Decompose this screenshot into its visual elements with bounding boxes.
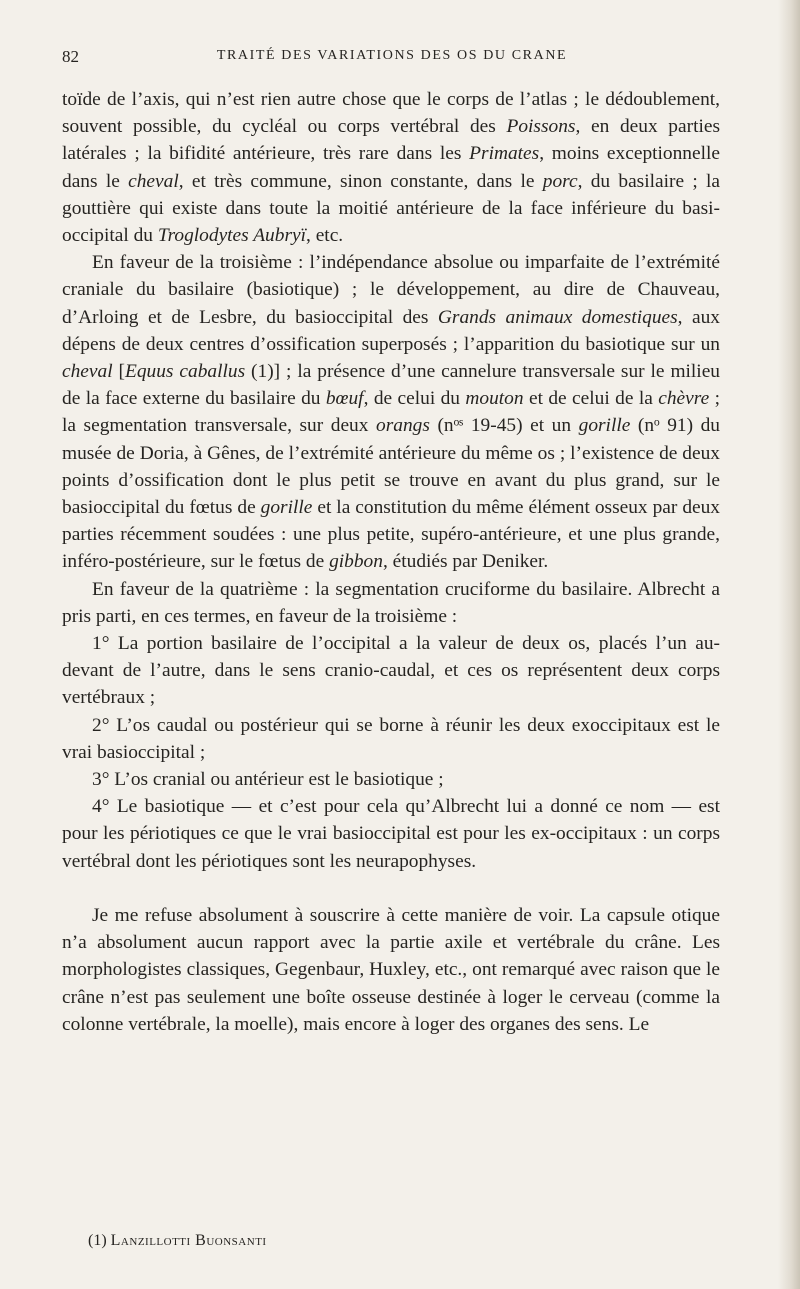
footnote (88, 1232, 267, 1250)
paragraph-continuation (62, 86, 720, 249)
text-run: 2° L’os caudal ou postérieur qui se borne à réunir les deux exoccipitaux est le vrai basioccipital ; (62, 714, 720, 763)
text-run: En faveur de la quatrième : la segmentation cruciforme du basilaire. Albrecht a pris parti, en ces termes, en faveur de la troisième : (62, 578, 720, 627)
list-item-4 (62, 793, 720, 875)
footnote-marker: (1) (88, 1232, 107, 1249)
text-run: 4° Le basiotique — et c’est pour cela qu’Albrecht lui a donné ce nom — est pour les périotiques ce que le vrai basioccipital est pour les ex-occipitaux : un corps vertébral dont les périotiques sont les neurapophyses. (62, 796, 720, 872)
list-item-3 (62, 766, 720, 793)
italic-term: Poissons (506, 116, 576, 138)
italic-term: orangs (376, 415, 430, 437)
text-run: Je me refuse absolument à souscrire à cette manière de voir. La capsule otique n’a absolument aucun rapport avec la partie axile et vertébrale du crâne. Les morphologistes classiques, Gegenbaur, Huxley, etc., ont remarqué avec raison que le crâne n’est pas seulement une boîte osseuse destinée à loger le cerveau (comme la colonne vertébrale, la moelle), mais encore à loger des organes des sens. Le (62, 904, 720, 1035)
text-run: En faveur de la troisième : l’indépendance absolue ou imparfaite de l’extrémité craniale du basilaire (basiotique) ; le développement, au dire de Chauveau, d’Arloing et de Lesbre, du basioccipital des (62, 252, 720, 328)
list-item-2 (62, 712, 720, 766)
text-run: 3° L’os cranial ou antérieur est le basiotique ; (92, 769, 444, 791)
body-text (62, 86, 720, 1038)
text-run: 1° La portion basilaire de l’occipital a la valeur de deux os, placés l’un au-devant de l’autre, dans le sens cranio-caudal, et ces os représentent deux corps vertébraux ; (62, 633, 720, 709)
text-run: [ (112, 361, 125, 383)
text-run: , etc. (306, 225, 344, 247)
italic-term: bœuf (325, 388, 364, 410)
italic-term: Primates (469, 143, 540, 165)
italic-term: porc (542, 170, 578, 192)
text-run: (nᵒˢ 19-45) et un (429, 415, 579, 437)
italic-term: mouton (465, 388, 524, 410)
text-run: , en deux parties latérales ; la bifidité antérieure, très rare dans les (62, 116, 720, 165)
paragraph-author-opinion (62, 902, 720, 1038)
italic-term: gibbon (329, 551, 383, 573)
page-header (62, 47, 722, 73)
page-edge-shadow (778, 0, 800, 1289)
text-run: et la constitution du même élément osseux par deux parties récemment soudées : une plus petite, supéro-antérieure, et une plus grande, inféro-postérieure, sur le fœtus de (62, 497, 721, 573)
paragraph-fourth-hypothesis (62, 576, 720, 630)
text-run: ; la segmentation transversale, sur deux (62, 388, 720, 437)
text-run: (1)] ; la présence d’une cannelure transversale sur le milieu de la face externe du basilaire du (62, 361, 720, 410)
italic-term: Troglodytes Aubryï (157, 225, 306, 247)
italic-term: gorille (578, 415, 631, 437)
text-run: (nᵒ 91) du musée de Doria, à Gênes, de l’extrémité antérieure du même os ; l’existence de deux points d’ossification dont le plus petit se trouve en avant du plus grand, sur le basioccipital du fœtus de (62, 415, 720, 519)
text-run: , et très commune, sinon constante, dans le (178, 170, 543, 192)
text-run: toïde de l’axis, qui n’est rien autre chose que le corps de l’atlas ; le dédoublement, souvent possible, du cycléal ou corps vertébral des (62, 89, 720, 138)
text-run: , étudiés par Deniker. (382, 551, 549, 573)
text-run: , aux dépens de deux centres d’ossification superposés ; l’apparition du basiotique sur un (62, 306, 720, 355)
italic-term: gorille (260, 497, 313, 519)
italic-term: Grands animaux domestiques (437, 306, 678, 328)
text-run: , du basilaire ; la gouttière qui existe dans toute la moitié antérieure de la face inférieure du basi-occipital du (62, 170, 721, 247)
italic-term: cheval (62, 361, 113, 383)
list-item-1 (62, 630, 720, 712)
italic-term: Equus caballus (125, 361, 246, 383)
italic-term: chèvre (658, 388, 710, 410)
running-title: TRAITÉ DES VARIATIONS DES OS DU CRANE (216, 48, 568, 63)
text-run: , de celui du (363, 388, 466, 410)
footnote-author: Lanzillotti Buonsanti (110, 1232, 267, 1249)
text-run: et de celui de la (523, 388, 659, 410)
italic-term: cheval (128, 170, 179, 192)
text-run: , moins exceptionnelle dans le (62, 143, 720, 192)
page-number: 82 (62, 47, 79, 66)
paragraph-third-hypothesis (62, 249, 720, 575)
